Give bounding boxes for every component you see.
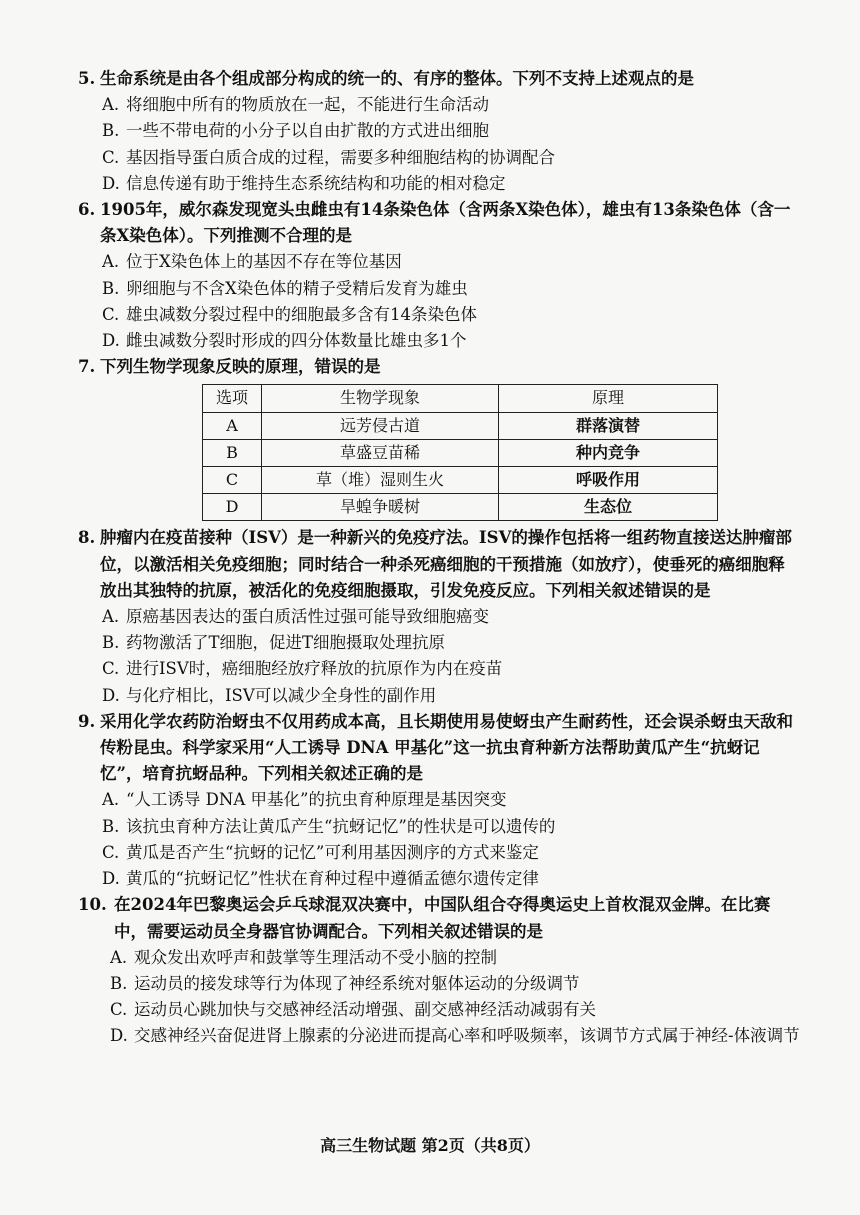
option-a [78,249,800,275]
option-c [78,656,800,682]
option-c [78,302,800,328]
cell-option: A [203,412,262,439]
cell-phenomenon: 草盛豆苗稀 [262,439,499,466]
option-d [78,683,800,709]
option-text: 运动员心跳加快与交感神经活动增强、副交感神经活动减弱有关 [134,1000,596,1020]
option-c [78,997,800,1023]
cell-option: B [203,439,262,466]
question-stem: 1905年，威尔森发现宽头虫雌虫有14条染色体（含两条X染色体），雄虫有13条染色体（含一条X染色体）。下列推测不合理的是 [100,200,791,246]
option-b [78,276,800,302]
option-text: 雄虫减数分裂过程中的细胞最多含有14条染色体 [126,304,477,324]
option-label: C. [110,1000,128,1020]
option-c [78,840,800,866]
option-label: C. [102,304,120,324]
table-row [203,467,718,494]
option-b [78,971,800,997]
option-text: 黄瓜的“抗蚜记忆”性状在育种过程中遵循孟德尔遗传定律 [126,869,539,889]
header-principle: 原理 [499,385,718,412]
option-text: 位于X染色体上的基因不存在等位基因 [126,252,402,272]
table-row [203,439,718,466]
cell-phenomenon: 旱蝗争暖树 [262,494,499,521]
option-label: B. [102,633,120,653]
option-text: “人工诱导 DNA 甲基化”的抗虫育种原理是基因突变 [126,790,507,810]
question-number: 7. [78,357,96,377]
option-b [78,630,800,656]
option-d [78,328,800,354]
question-6 [78,197,800,354]
table-row [203,494,718,521]
question-7 [78,354,800,521]
option-text: 基因指导蛋白质合成的过程，需要多种细胞结构的协调配合 [126,147,555,167]
option-text: 该抗虫育种方法让黄瓜产生“抗蚜记忆”的性状是可以遗传的 [126,816,556,836]
option-text: 信息传递有助于维持生态系统结构和功能的相对稳定 [126,173,506,193]
question-stem: 下列生物学现象反映的原理，错误的是 [100,357,381,377]
question-number: 5. [78,69,96,88]
question-number: 8. [78,528,96,548]
option-text: 与化疗相比，ISV可以减少全身性的副作用 [126,685,437,705]
question-stem: 肿瘤内在疫苗接种（ISV）是一种新兴的免疫疗法。ISV的操作包括将一组药物直接送达肿瘤部位，以激活相关免疫细胞；同时结合一种杀死癌细胞的干预措施（如放疗），使垂死的癌细胞释放出其独特的抗原，被活化的免疫细胞摄取，引发免疫反应。下列相关叙述错误的是 [100,528,792,600]
question-number: 6. [78,200,96,220]
cell-phenomenon: 远芳侵古道 [262,412,499,439]
option-text: 雌虫减数分裂时形成的四分体数量比雄虫多1个 [126,331,467,351]
option-text: 原癌基因表达的蛋白质活性过强可能导致细胞癌变 [126,607,489,627]
cell-principle: 呼吸作用 [499,467,718,494]
option-label: C. [102,842,120,862]
option-b [78,814,800,840]
option-label: D. [110,1026,128,1046]
question-number: 9. [78,711,96,731]
option-c [78,145,800,171]
option-label: C. [102,147,120,167]
option-label: D. [102,869,120,889]
option-text: 交感神经兴奋促进肾上腺素的分泌进而提高心率和呼吸频率，该调节方式属于神经-体液调节 [134,1026,800,1046]
question-stem: 在2024年巴黎奥运会乒乓球混双决赛中，中国队组合夺得奥运史上首枚混双金牌。在比赛中，需要运动员全身器官协调配合。下列相关叙述错误的是 [114,895,771,941]
option-label: A. [102,252,120,272]
option-label: C. [102,659,120,679]
option-a [78,92,800,118]
option-label: A. [102,95,120,115]
option-label: B. [102,816,120,836]
question-stem: 生命系统是由各个组成部分构成的统一的、有序的整体。下列不支持上述观点的是 [100,69,694,88]
cell-principle: 种内竞争 [499,439,718,466]
cell-phenomenon: 草（堆）湿则生火 [262,467,499,494]
question-number: 10. [78,895,107,915]
principle-table [202,384,718,521]
question-5 [78,66,800,197]
cell-option: C [203,467,262,494]
question-stem: 采用化学农药防治蚜虫不仅用药成本高，且长期使用易使蚜虫产生耐药性，还会误杀蚜虫天敌和传粉昆虫。科学家采用“人工诱导 DNA 甲基化”这一抗虫育种新方法帮助黄瓜产生“抗蚜记忆”，培育抗蚜品种。下列相关叙述正确的是 [100,711,793,784]
option-label: B. [102,121,120,141]
option-label: A. [102,607,120,627]
page-footer: 高三生物试题 第2页（共8页） [320,1136,540,1155]
option-label: D. [102,685,120,705]
cell-principle: 生态位 [499,494,718,521]
option-text: 观众发出欢呼声和鼓掌等生理活动不受小脑的控制 [134,947,497,967]
option-d [78,171,800,197]
header-option: 选项 [203,385,262,412]
header-phenomenon: 生物学现象 [262,385,499,412]
option-label: A. [110,947,128,967]
option-text: 运动员的接发球等行为体现了神经系统对躯体运动的分级调节 [134,973,580,993]
question-10 [78,892,800,1049]
option-label: A. [102,790,120,810]
table-row [203,412,718,439]
option-text: 进行ISV时，癌细胞经放疗释放的抗原作为内在疫苗 [126,659,503,679]
option-text: 卵细胞与不含X染色体的精子受精后发育为雄虫 [126,278,468,298]
option-label: B. [110,973,128,993]
option-b [78,118,800,144]
table-header-row [203,385,718,412]
option-d [78,1023,800,1049]
question-8 [78,525,800,708]
option-a [78,787,800,813]
option-a [78,945,800,971]
option-text: 将细胞中所有的物质放在一起，不能进行生命活动 [126,95,489,115]
option-text: 一些不带电荷的小分子以自由扩散的方式进出细胞 [126,121,489,141]
option-a [78,604,800,630]
cell-principle: 群落演替 [499,412,718,439]
option-label: B. [102,278,120,298]
option-text: 黄瓜是否产生“抗蚜的记忆”可利用基因测序的方式来鉴定 [126,842,539,862]
cell-option: D [203,494,262,521]
option-label: D. [102,173,120,193]
option-label: D. [102,331,120,351]
option-text: 药物激活了T细胞，促进T细胞摄取处理抗原 [126,633,446,653]
question-9 [78,709,800,892]
option-d [78,866,800,892]
